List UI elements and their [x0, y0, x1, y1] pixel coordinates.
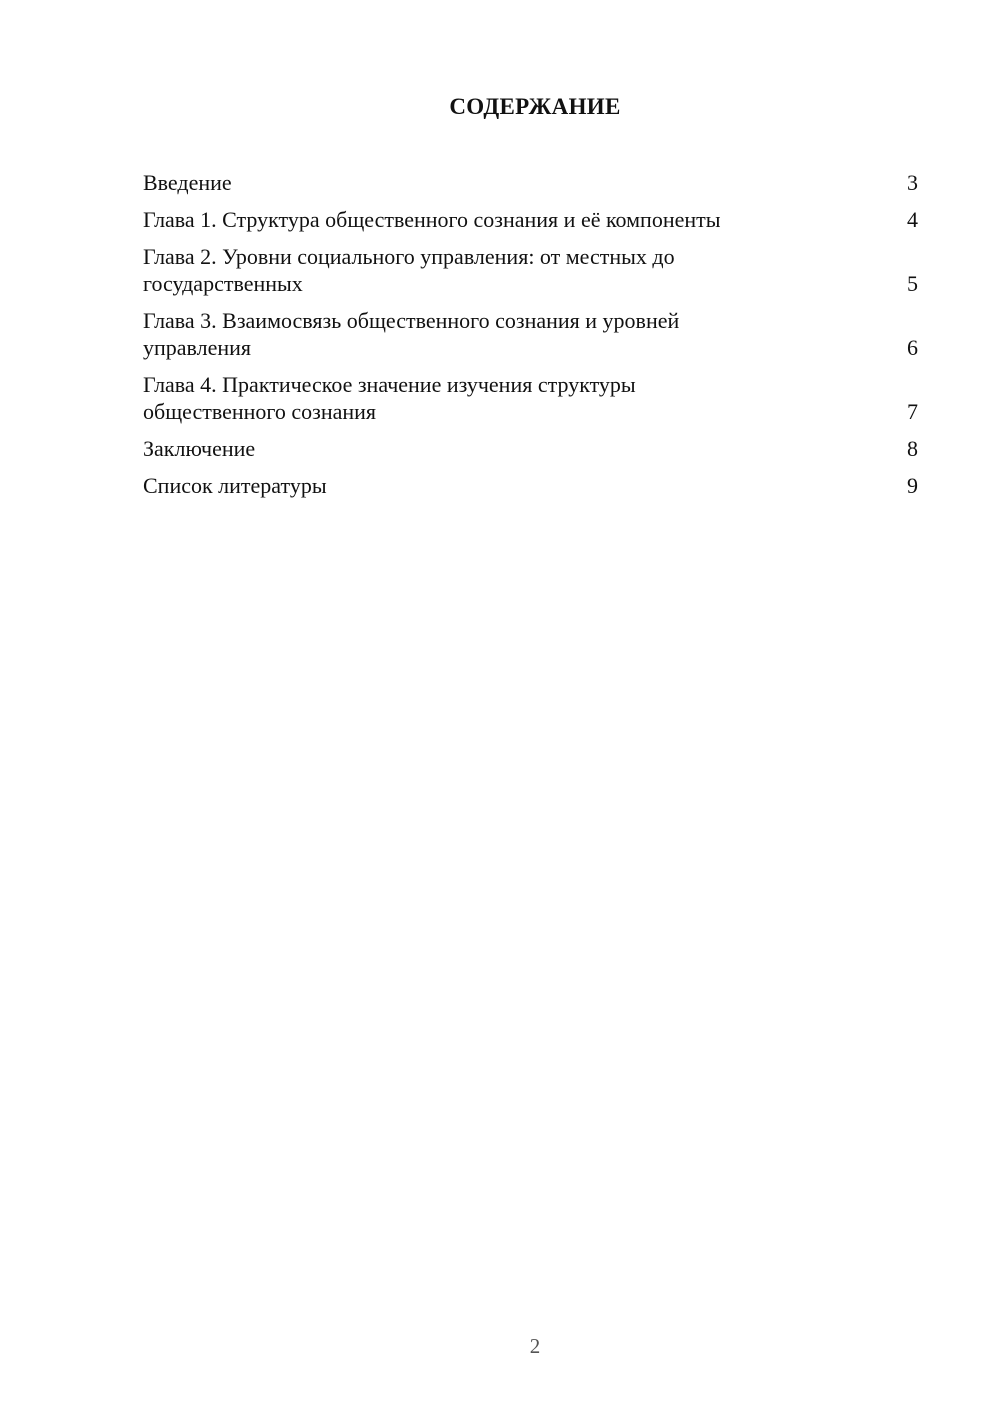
- toc-entry-page: 7: [907, 399, 918, 424]
- toc-entry-label: Глава 3. Взаимосвязь общественного сознания и уровней управления: [143, 308, 680, 360]
- toc-entry-chapter-3[interactable]: [143, 307, 918, 361]
- toc-entry-conclusion[interactable]: [143, 435, 918, 462]
- page-title: СОДЕРЖАНИЕ: [449, 94, 621, 119]
- toc-entry-label: Список литературы: [143, 473, 327, 498]
- toc-entry-page: 4: [907, 207, 918, 232]
- table-of-contents: [143, 169, 918, 509]
- toc-entry-references[interactable]: [143, 472, 918, 499]
- toc-entry-page: 3: [907, 170, 918, 195]
- toc-entry-label: Заключение: [143, 436, 256, 461]
- toc-entry-label: Введение: [143, 170, 232, 195]
- toc-entry-page: 5: [907, 271, 918, 296]
- toc-entry-label: Глава 4. Практическое значение изучения структуры общественного сознания: [143, 372, 636, 424]
- toc-entry-label: Глава 2. Уровни социального управления: от местных до государственных: [143, 244, 675, 296]
- toc-entry-chapter-4[interactable]: [143, 371, 918, 425]
- toc-entry-page: 9: [907, 473, 918, 498]
- toc-entry-introduction[interactable]: [143, 169, 918, 196]
- toc-entry-label: Глава 1. Структура общественного сознания и её компоненты: [143, 207, 721, 232]
- toc-entry-chapter-1[interactable]: [143, 206, 918, 233]
- toc-entry-page: 6: [907, 335, 918, 360]
- toc-entry-page: 8: [907, 436, 918, 461]
- toc-entry-chapter-2[interactable]: [143, 243, 918, 297]
- page-number: 2: [529, 1334, 541, 1358]
